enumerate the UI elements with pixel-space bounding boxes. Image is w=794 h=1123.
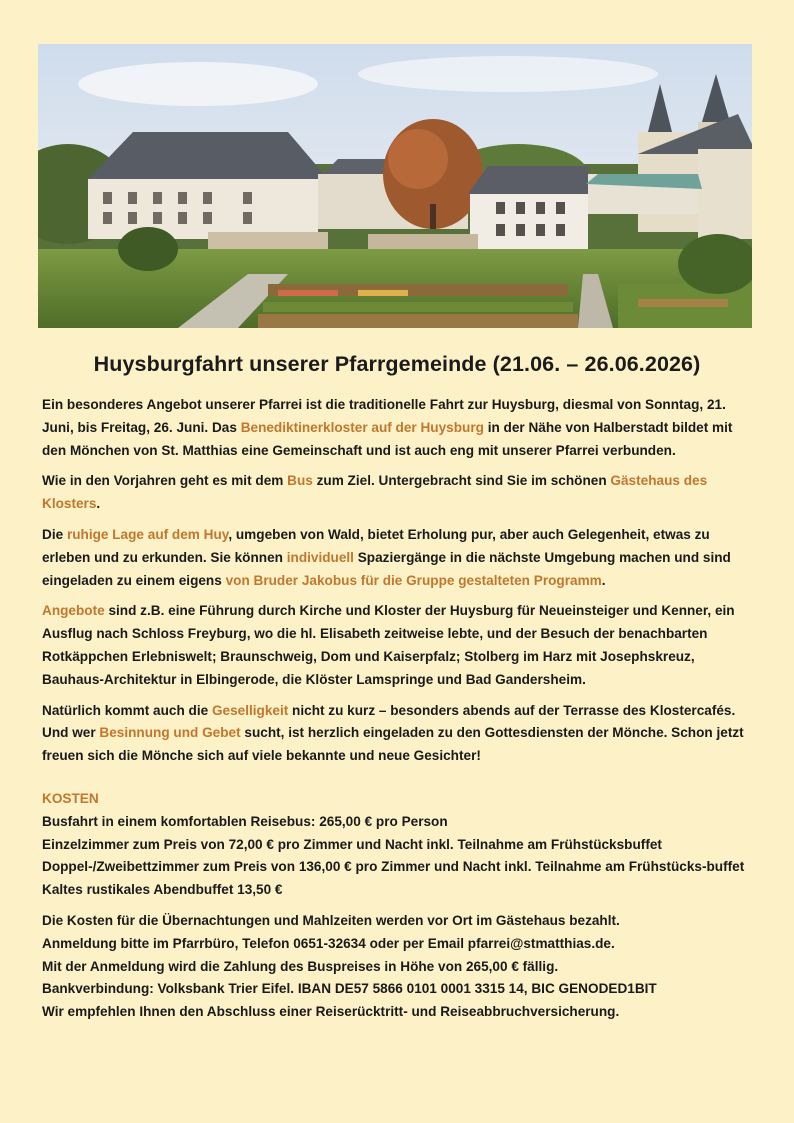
text-run: Ein besonderes Angebot unserer Pfarrei ist die traditionelle Fahrt zur Huysburg, diesmal von Sonntag, 21. Juni, bis Freitag, 26. Juni. Das [42, 397, 726, 435]
highlight-text: Angebote [42, 603, 105, 619]
text-run: zum Ziel. Untergebracht sind Sie im schönen [312, 473, 611, 489]
travel-paragraph [42, 470, 754, 516]
text-run: Natürlich kommt auch die [42, 702, 212, 718]
guesthouse-left [88, 132, 328, 239]
highlight-text: Bus [287, 473, 313, 489]
central-house [468, 166, 590, 259]
info-line: Wir empfehlen Ihnen den Abschluss einer Reiserücktritt- und Reiseabbruchversicherung. [42, 1004, 620, 1020]
highlight-text: ruhige Lage auf dem Huy [66, 526, 229, 542]
info-line: Die Kosten für die Übernachtungen und Mahlzeiten werden vor Ort im Gästehaus bezahlt. [42, 912, 620, 928]
text-run: sind z.B. eine Führung durch Kirche und Kloster der Huysburg für Neueinsteiger und Kenner, ein Ausflug nach Schloss Freyburg, wo die hl. Elisabeth zeitweise lebte, und der Besuch der benachbarten Rotkäppchen Erlebniswelt; Braunschweig, Dom und Kaiserpfalz; Stolberg im Harz mit Josephskreuz, Bauhaus-Architektur in Elbingerode, die Klöster Lamspringe und Bad Gandersheim. [42, 603, 735, 687]
text-run: . [601, 572, 606, 588]
text-run: Die [42, 526, 67, 542]
cost-item: Kaltes rustikales Abendbuffet 13,50 € [42, 882, 283, 898]
article-body [42, 394, 754, 1032]
offers-paragraph [42, 600, 754, 691]
highlight-text: Geselligkeit [211, 702, 289, 718]
highlight-text: Benediktinerkloster auf der Huysburg [240, 419, 484, 435]
info-line: Anmeldung bitte im Pfarrbüro, Telefon 0651-32634 oder per Email pfarrei@stmatthias.de. [42, 935, 615, 951]
flower-beds [258, 284, 752, 328]
costs-list [42, 811, 754, 902]
text-run: in der Nähe von Halberstadt bildet mit den Mönchen von St. Matthias eine Gemeinschaft und ist auch eng mit unserer Pfarrei verbunden. [42, 419, 733, 458]
info-line: Mit der Anmeldung wird die Zahlung des Buspreises in Höhe von 265,00 € fällig. [42, 958, 559, 974]
text-run: . [96, 496, 101, 512]
text-run: sucht, ist herzlich eingeladen zu den Gottesdiensten der Mönche. Schon jetzt freuen sich die Mönche sich auf viele bekannte und neue Gesichter! [42, 725, 744, 764]
text-run: , umgeben von Wald, bietet Erholung pur, aber auch Gelegenheit, etwas zu erleben und zu erkunden. Sie können [42, 526, 710, 565]
registration-info [42, 910, 754, 1024]
community-paragraph [42, 700, 754, 768]
highlight-text: individuell [286, 549, 354, 565]
cost-item: Doppel-/Zweibettzimmer zum Preis von 136,00 € pro Zimmer und Nacht inkl. Teilnahme am Frühstücks-buffet [42, 859, 745, 875]
text-run: nicht zu kurz – besonders abends auf der Terrasse des Klostercafés. Und wer [42, 702, 736, 741]
highlight-text: Gästehaus des Klosters [42, 473, 708, 512]
text-run: Wie in den Vorjahren geht es mit dem [42, 473, 288, 489]
highlight-text: Besinnung und Gebet [99, 725, 241, 741]
highlight-text: von Bruder Jakobus für die Gruppe gestalteten Programm [225, 572, 602, 588]
text-run: Spaziergänge in die nächste Umgebung machen und sind eingeladen zu einem eigens [42, 549, 731, 588]
costs-heading: KOSTEN [42, 790, 99, 806]
intro-paragraph [42, 394, 754, 462]
info-line: Bankverbindung: Volksbank Trier Eifel. IBAN DE57 5866 0101 0001 3315 14, BIC GENODED1BIT [42, 981, 657, 997]
cost-item: Busfahrt in einem komfortablen Reisebus: 265,00 € pro Person [42, 813, 448, 829]
cost-item: Einzelzimmer zum Preis von 72,00 € pro Zimmer und Nacht inkl. Teilnahme am Frühstücksbuffet [42, 836, 662, 852]
header-photo-huysburg [38, 44, 752, 328]
page-title: Huysburgfahrt unserer Pfarrgemeinde (21.06. – 26.06.2026) [93, 352, 701, 376]
location-paragraph [42, 524, 754, 592]
